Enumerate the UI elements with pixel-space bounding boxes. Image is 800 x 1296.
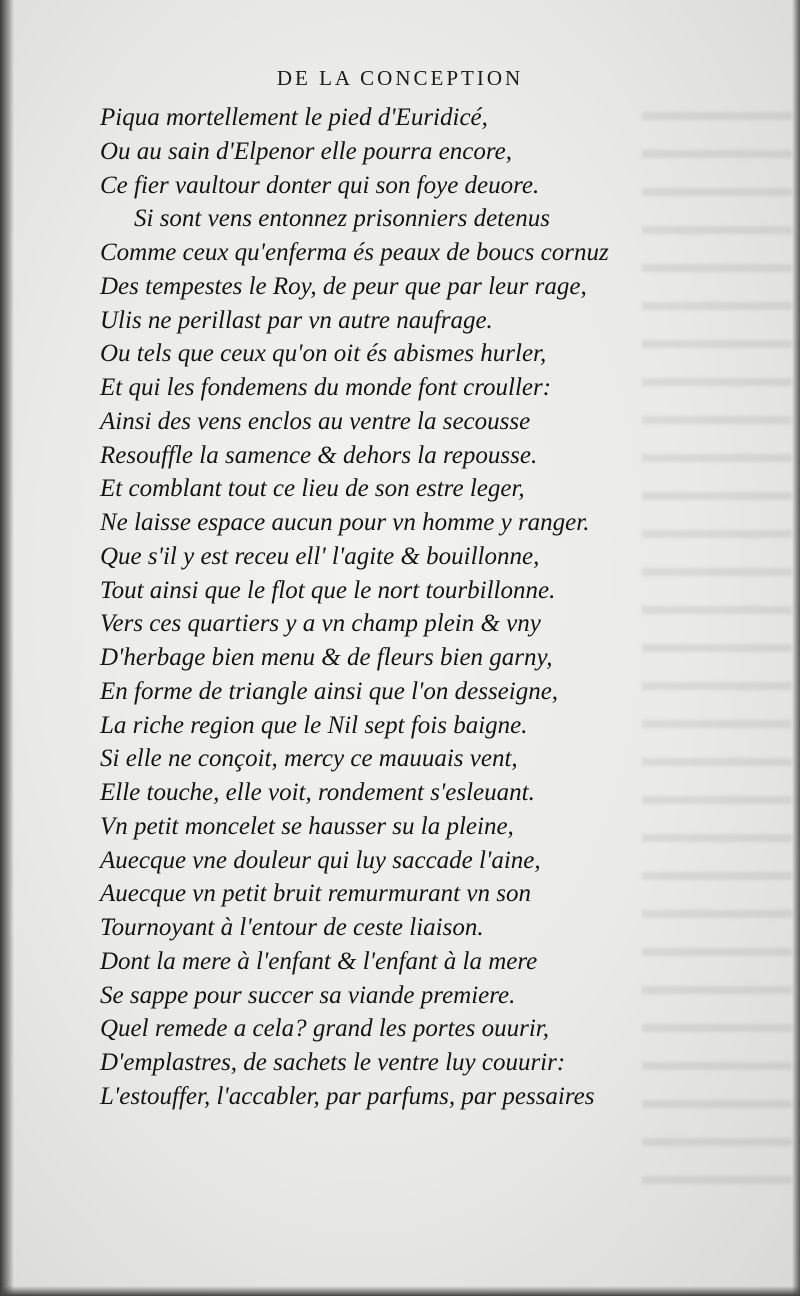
verse-line: Vers ces quartiers y a vn champ plein & vny	[100, 610, 541, 638]
verse-line: En forme de triangle ainsi que l'on desseigne,	[100, 677, 559, 705]
verse-line: Elle touche, elle voit, rondement s'esleuant.	[100, 779, 535, 806]
verse-line: Des tempestes le Roy, de peur que par leur rage,	[100, 272, 587, 300]
page-bottom-shadow	[0, 1286, 800, 1296]
verse-line: D'emplastres, de sachets le ventre luy couurir:	[100, 1049, 566, 1076]
verse-line: Ne laisse espace aucun pour vn homme y ranger.	[100, 509, 590, 536]
verse-line: Ulis ne perillast par vn autre naufrage.	[100, 306, 493, 334]
verse-line: Resouffle la samence & dehors la repousse.	[100, 441, 538, 469]
verse-line: Piqua mortellement le pied d'Euridicé,	[100, 104, 488, 131]
verse-line: Vn petit moncelet se hausser su la pleine,	[100, 812, 514, 840]
verse-line: Ce fier vaultour donter qui son foye deuore.	[100, 171, 540, 199]
verse-line: Ou au sain d'Elpenor elle pourra encore,	[100, 137, 512, 165]
page-edge-shadow	[792, 0, 800, 1296]
verse-line: La riche region que le Nil sept fois baigne.	[100, 711, 528, 739]
verse-line: L'estouffer, l'accabler, par parfums, par pessaires	[100, 1082, 595, 1110]
verse-line: Que s'il y est receu ell' l'agite & bouillonne,	[100, 542, 540, 570]
verse-line: Tournoyant à l'entour de ceste liaison.	[100, 914, 484, 941]
page-gutter-shadow	[0, 0, 14, 1296]
verse-line: Si elle ne conçoit, mercy ce mauuais vent,	[100, 745, 518, 773]
verse-line: Dont la mere à l'enfant & l'enfant à la mere	[100, 947, 538, 975]
verse-line: Et qui les fondemens du monde font crouller:	[100, 374, 552, 401]
verse-line: Tout ainsi que le flot que le nort tourbillonne.	[100, 576, 556, 604]
verse-line: Se sappe pour succer sa viande premiere.	[100, 981, 516, 1009]
verse-line: Ou tels que ceux qu'on oit és abismes hurler,	[100, 340, 547, 368]
verse-line: Si sont vens entonnez prisonniers detenus	[134, 205, 550, 233]
running-head: DE LA CONCEPTION	[276, 66, 524, 90]
verse-line: Quel remede a cela? grand les portes ouurir,	[100, 1015, 550, 1043]
verse-line: Auecque vne douleur qui luy saccade l'aine,	[100, 846, 541, 874]
verse-line: Auecque vn petit bruit remurmurant vn son	[100, 880, 531, 908]
verse-text	[100, 101, 780, 1114]
verse-line: Comme ceux qu'enferma és peaux de boucs cornuz	[100, 239, 609, 266]
verse-line: Ainsi des vens enclos au ventre la secousse	[100, 407, 531, 435]
verse-line: D'herbage bien menu & de fleurs bien garny,	[100, 644, 553, 671]
verse-line: Et comblant tout ce lieu de son estre leger,	[100, 475, 525, 503]
